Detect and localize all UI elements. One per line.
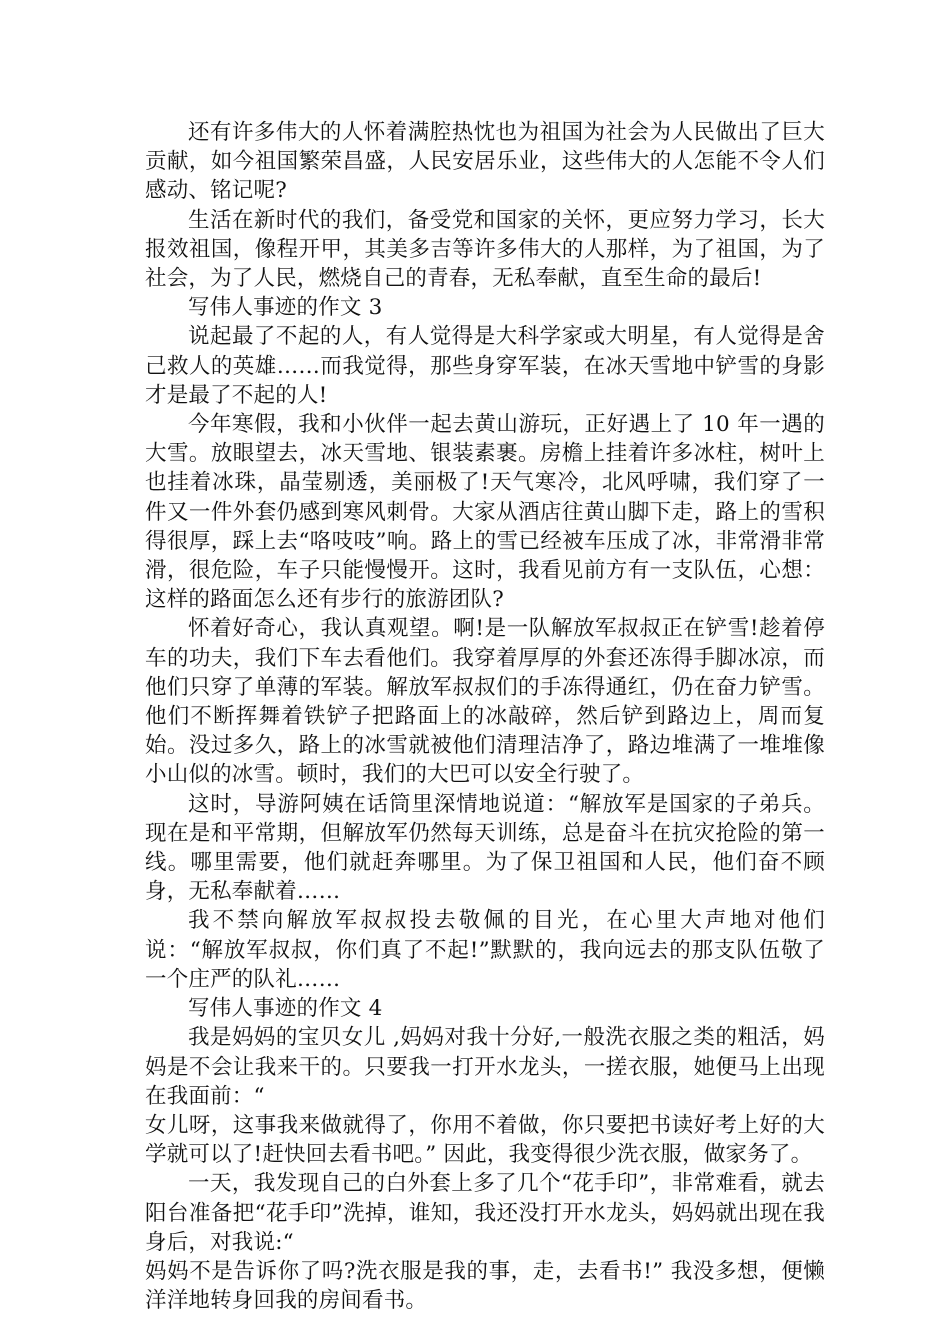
paragraph: 怀着好奇心，我认真观望。啊!是一队解放军叔叔正在铲雪!趁着停车的功夫，我们下车去看他们。我穿着厚厚的外套还冻得手脚冰凉，而他们只穿了单薄的军装。解放军叔叔们的手冻得通红，仍在奋力铲雪。他们不断挥舞着铁铲子把路面上的冰敲碎，然后铲到路边上，周而复始。没过多久，路上的冰雪就被他们清理洁净了，路边堆满了一堆堆像小山似的冰雪。顿时，我们的大巴可以安全行驶了。 [145,616,825,788]
paragraph: 还有许多伟大的人怀着满腔热忱也为祖国为社会为人民做出了巨大贡献，如今祖国繁荣昌盛，人民安居乐业，这些伟大的人怎能不令人们感动、铭记呢? [145,120,825,204]
paragraph: 今年寒假，我和小伙伴一起去黄山游玩，正好遇上了 10 年一遇的大雪。放眼望去，冰天雪地、银装素裹。房檐上挂着许多冰柱，树叶上也挂着冰珠，晶莹剔透，美丽极了!天气寒冷，北风呼啸，我们穿了一件又一件外套仍感到寒风刺骨。大家从酒店往黄山脚下走，路上的雪积得很厚，踩上去“咯吱吱”响。路上的雪已经被车压成了冰，非常滑非常滑，很危险，车子只能慢慢开。这时，我看见前方有一支队伍，心想：这样的路面怎么还有步行的旅游团队? [145,412,825,613]
paragraph: 女儿呀，这事我来做就得了，你用不着做，你只要把书读好考上好的大学就可以了!赶快回去看书吧。” 因此，我变得很少洗衣服，做家务了。 [145,1112,825,1168]
paragraph: 说起最了不起的人，有人觉得是大科学家或大明星，有人觉得是舍己救人的英雄……而我觉得，那些身穿军装，在冰天雪地中铲雪的身影才是最了不起的人! [145,324,825,408]
paragraph: 一天，我发现自己的白外套上多了几个“花手印”，非常难看，就去阳台准备把“花手印”洗掉，谁知，我还没打开水龙头，妈妈就出现在我身后，对我说:“ [145,1171,825,1255]
section-heading: 写伟人事迹的作文 4 [188,996,383,1022]
section-heading: 写伟人事迹的作文 3 [188,295,383,321]
paragraph: 我是妈妈的宝贝女儿 ,妈妈对我十分好,一般洗衣服之类的粗活，妈妈是不会让我来干的。只要我一打开水龙头，一搓衣服，她便马上出现在我面前：“ [145,1025,825,1109]
paragraph: 我不禁向解放军叔叔投去敬佩的目光，在心里大声地对他们说：“解放军叔叔，你们真了不起!”默默的，我向远去的那支队伍敬了一个庄严的队礼…… [145,908,825,992]
paragraph: 妈妈不是告诉你了吗?洗衣服是我的事，走，去看书!” 我没多想，便懒洋洋地转身回我的房间看书。 [145,1258,825,1314]
article-body [145,118,825,1315]
paragraph: 这时，导游阿姨在话筒里深情地说道：“解放军是国家的子弟兵。现在是和平常期，但解放军仍然每天训练，总是奋斗在抗灾抢险的第一线。哪里需要，他们就赶奔哪里。为了保卫祖国和人民，他们奋不顾身，无私奉献着…… [145,791,825,905]
paragraph: 生活在新时代的我们，备受党和国家的关怀，更应努力学习，长大报效祖国，像程开甲，其美多吉等许多伟大的人那样，为了祖国，为了社会，为了人民，燃烧自己的青春，无私奉献，直至生命的最后! [145,207,825,292]
